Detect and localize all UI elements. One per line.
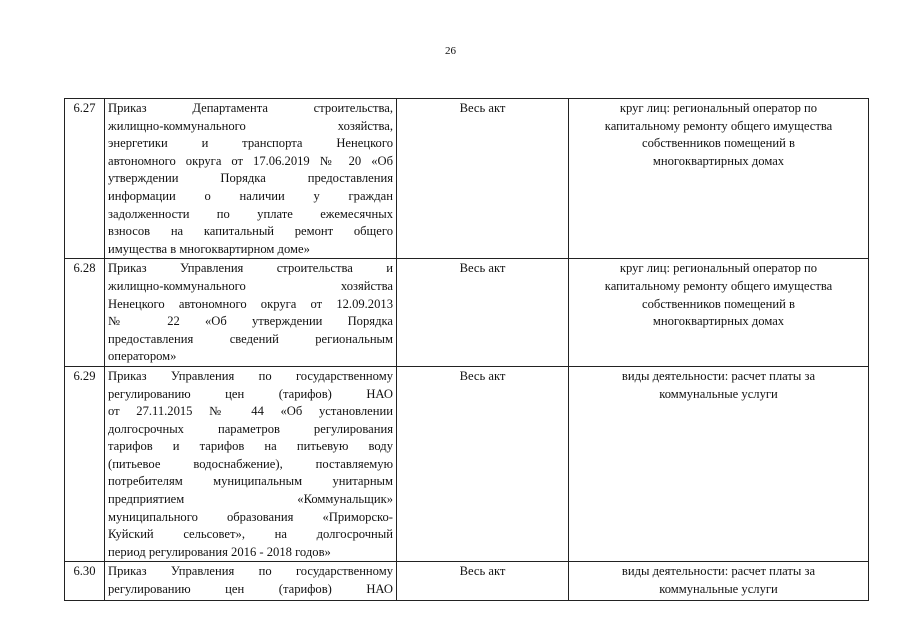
note-line: многоквартирных домах [652, 314, 785, 329]
act-line: энергетики и транспорта Ненецкого [108, 136, 393, 151]
act-line: жилищно-коммунального хозяйства, [108, 118, 393, 133]
table-row [65, 366, 869, 562]
note-line: капитальному ремонту общего имущества [604, 278, 833, 293]
act-scope: Весь акт [397, 259, 569, 367]
act-scope: Весь акт [397, 366, 569, 562]
act-description [105, 259, 397, 367]
note-line: коммунальные услуги [659, 386, 778, 401]
act-line: (питьевое водоснабжение), поставляемую [108, 456, 393, 471]
act-description [105, 562, 397, 601]
note-line: виды деятельности: расчет платы за [621, 368, 816, 383]
act-line: тарифов и тарифов на питьевую воду [108, 439, 393, 454]
act-line: регулированию цен (тарифов) НАО [108, 386, 393, 401]
act-line: Куйский сельсовет», на долгосрочный [108, 527, 393, 542]
act-line: Приказ Управления по государственному [108, 564, 393, 579]
note-line: многоквартирных домах [652, 153, 785, 168]
note-line: круг лиц: региональный оператор по [619, 101, 818, 115]
act-note [569, 99, 869, 259]
note-line: круг лиц: региональный оператор по [619, 261, 818, 276]
act-line: Приказ Управления строительства и [108, 261, 393, 276]
row-number: 6.28 [65, 259, 105, 367]
note-line: капитальному ремонту общего имущества [604, 118, 833, 133]
table-row [65, 99, 869, 259]
row-number: 6.29 [65, 366, 105, 562]
act-line: долгосрочных параметров регулирования [108, 421, 393, 436]
note-line: виды деятельности: расчет платы за [621, 564, 816, 579]
acts-table [64, 98, 869, 601]
act-note [569, 562, 869, 601]
act-line: предприятием «Коммунальщик» [108, 492, 393, 507]
act-line: задолженности по уплате ежемесячных [108, 206, 393, 221]
act-line: утверждении Порядка предоставления [108, 171, 393, 186]
act-scope: Весь акт [397, 99, 569, 259]
act-line: Ненецкого автономного округа от 12.09.2013 [108, 296, 393, 311]
act-line: жилищно-коммунального хозяйства [108, 278, 393, 293]
act-line: Приказ Управления по государственному [108, 368, 393, 383]
row-number: 6.27 [65, 99, 105, 259]
act-line: взносов на капитальный ремонт общего [108, 224, 393, 239]
act-line: от 27.11.2015 № 44 «Об установлении [108, 404, 393, 419]
act-line: № 22 «Об утверждении Порядка [108, 314, 393, 329]
act-line: Приказ Департамента строительства, [108, 101, 393, 115]
note-line: коммунальные услуги [659, 582, 778, 597]
act-note [569, 259, 869, 367]
act-scope: Весь акт [397, 562, 569, 601]
act-line: потребителям муниципальным унитарным [108, 474, 393, 489]
note-line: собственников помещений в [642, 136, 795, 151]
act-line: автономного округа от 17.06.2019 № 20 «Об [108, 153, 393, 168]
table-row [65, 562, 869, 601]
act-line: имущества в многоквартирном доме» [108, 241, 310, 256]
act-line: муниципального образования «Приморско- [108, 509, 393, 524]
note-line: собственников помещений в [642, 296, 795, 311]
table-row [65, 259, 869, 367]
act-description [105, 99, 397, 259]
act-line: регулированию цен (тарифов) НАО [108, 582, 393, 597]
act-note [569, 366, 869, 562]
row-number: 6.30 [65, 562, 105, 601]
act-line: информации о наличии у граждан [108, 188, 393, 203]
act-line: предоставления сведений региональным [108, 331, 393, 346]
act-line: период регулирования 2016 - 2018 годов» [108, 544, 331, 559]
page-number: 26 [445, 45, 456, 57]
act-line: оператором» [108, 349, 177, 364]
act-description [105, 366, 397, 562]
